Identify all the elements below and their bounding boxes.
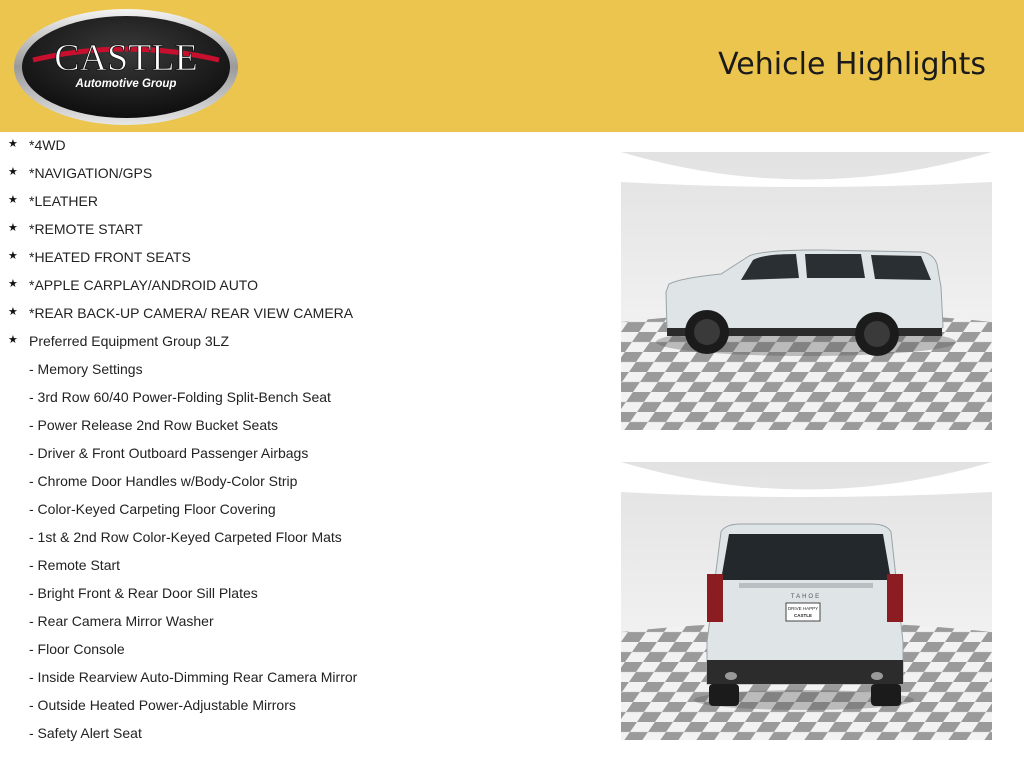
- rear-window: [871, 255, 931, 280]
- highlight-text: - Floor Console: [29, 641, 125, 657]
- plate-bottom-text: CASTLE: [794, 613, 812, 618]
- highlight-item: [0, 327, 600, 355]
- highlight-text: - Rear Camera Mirror Washer: [29, 613, 214, 629]
- highlight-item: [0, 579, 600, 607]
- star-icon: ★: [8, 138, 18, 150]
- plate-top-text: DRIVE HAPPY: [787, 606, 819, 611]
- right-tail-light: [887, 574, 903, 622]
- highlight-text: *NAVIGATION/GPS: [29, 165, 153, 181]
- highlight-item: [0, 299, 600, 327]
- highlight-text: - Outside Heated Power-Adjustable Mirrors: [29, 697, 296, 713]
- highlight-item: [0, 131, 600, 159]
- highlight-text: - Inside Rearview Auto-Dimming Rear Camera Mirror: [29, 669, 358, 685]
- middle-window: [805, 254, 865, 278]
- highlight-item: [0, 411, 600, 439]
- highlight-text: *HEATED FRONT SEATS: [29, 249, 191, 265]
- highlight-text: - Remote Start: [29, 557, 121, 573]
- highlight-item: [0, 467, 600, 495]
- highlight-item: [0, 495, 600, 523]
- page-header: [0, 0, 1024, 132]
- right-exhaust: [871, 672, 883, 680]
- highlight-text: - Chrome Door Handles w/Body-Color Strip: [29, 473, 298, 489]
- rear-bumper: [707, 660, 903, 684]
- rear-glass: [721, 534, 891, 580]
- castle-logo: [13, 8, 239, 126]
- highlight-text: *REAR BACK-UP CAMERA/ REAR VIEW CAMERA: [29, 305, 354, 321]
- highlight-text: *APPLE CARPLAY/ANDROID AUTO: [29, 277, 258, 293]
- right-rear-tire: [871, 684, 901, 706]
- highlight-item: [0, 215, 600, 243]
- logo-subtitle: Automotive Group: [75, 78, 177, 90]
- highlight-item: [0, 159, 600, 187]
- highlight-item: [0, 271, 600, 299]
- left-exhaust: [725, 672, 737, 680]
- star-icon: ★: [8, 166, 18, 178]
- highlight-text: *REMOTE START: [29, 221, 143, 237]
- star-icon: ★: [8, 278, 18, 290]
- star-icon: ★: [8, 222, 18, 234]
- highlight-item: [0, 607, 600, 635]
- highlight-text: - Safety Alert Seat: [29, 725, 142, 741]
- highlight-text: - Bright Front & Rear Door Sill Plates: [29, 585, 258, 601]
- highlight-item: [0, 719, 600, 747]
- highlight-item: [0, 551, 600, 579]
- model-badge: TAHOE: [790, 594, 822, 600]
- page-title: Vehicle Highlights: [718, 47, 986, 82]
- left-tail-light: [707, 574, 723, 622]
- highlight-text: - Power Release 2nd Row Bucket Seats: [29, 417, 279, 433]
- highlight-item: [0, 383, 600, 411]
- highlight-text: Preferred Equipment Group 3LZ: [29, 333, 229, 349]
- highlight-text: *LEATHER: [29, 193, 98, 209]
- highlight-item: [0, 523, 600, 551]
- logo-name: CASTLE: [54, 37, 198, 79]
- highlight-item: [0, 691, 600, 719]
- highlight-item: [0, 187, 600, 215]
- star-icon: ★: [8, 194, 18, 206]
- highlight-item: [0, 635, 600, 663]
- highlight-item: [0, 243, 600, 271]
- vehicle-side-photo: [621, 152, 992, 430]
- liftgate-chrome-bar: [739, 583, 873, 588]
- highlight-text: - 1st & 2nd Row Color-Keyed Carpeted Floor Mats: [29, 529, 342, 545]
- left-rear-tire: [709, 684, 739, 706]
- star-icon: ★: [8, 334, 18, 346]
- highlight-item: [0, 439, 600, 467]
- highlights-list: [0, 131, 600, 747]
- star-icon: ★: [8, 250, 18, 262]
- highlight-text: - 3rd Row 60/40 Power-Folding Split-Bench Seat: [29, 389, 331, 405]
- highlight-item: [0, 663, 600, 691]
- highlight-text: - Driver & Front Outboard Passenger Airbags: [29, 445, 309, 461]
- star-icon: ★: [8, 306, 18, 318]
- highlight-item: [0, 355, 600, 383]
- vehicle-rear-photo: [621, 462, 992, 740]
- highlight-text: - Color-Keyed Carpeting Floor Covering: [29, 501, 276, 517]
- highlight-text: - Memory Settings: [29, 361, 143, 377]
- highlight-text: *4WD: [29, 137, 66, 153]
